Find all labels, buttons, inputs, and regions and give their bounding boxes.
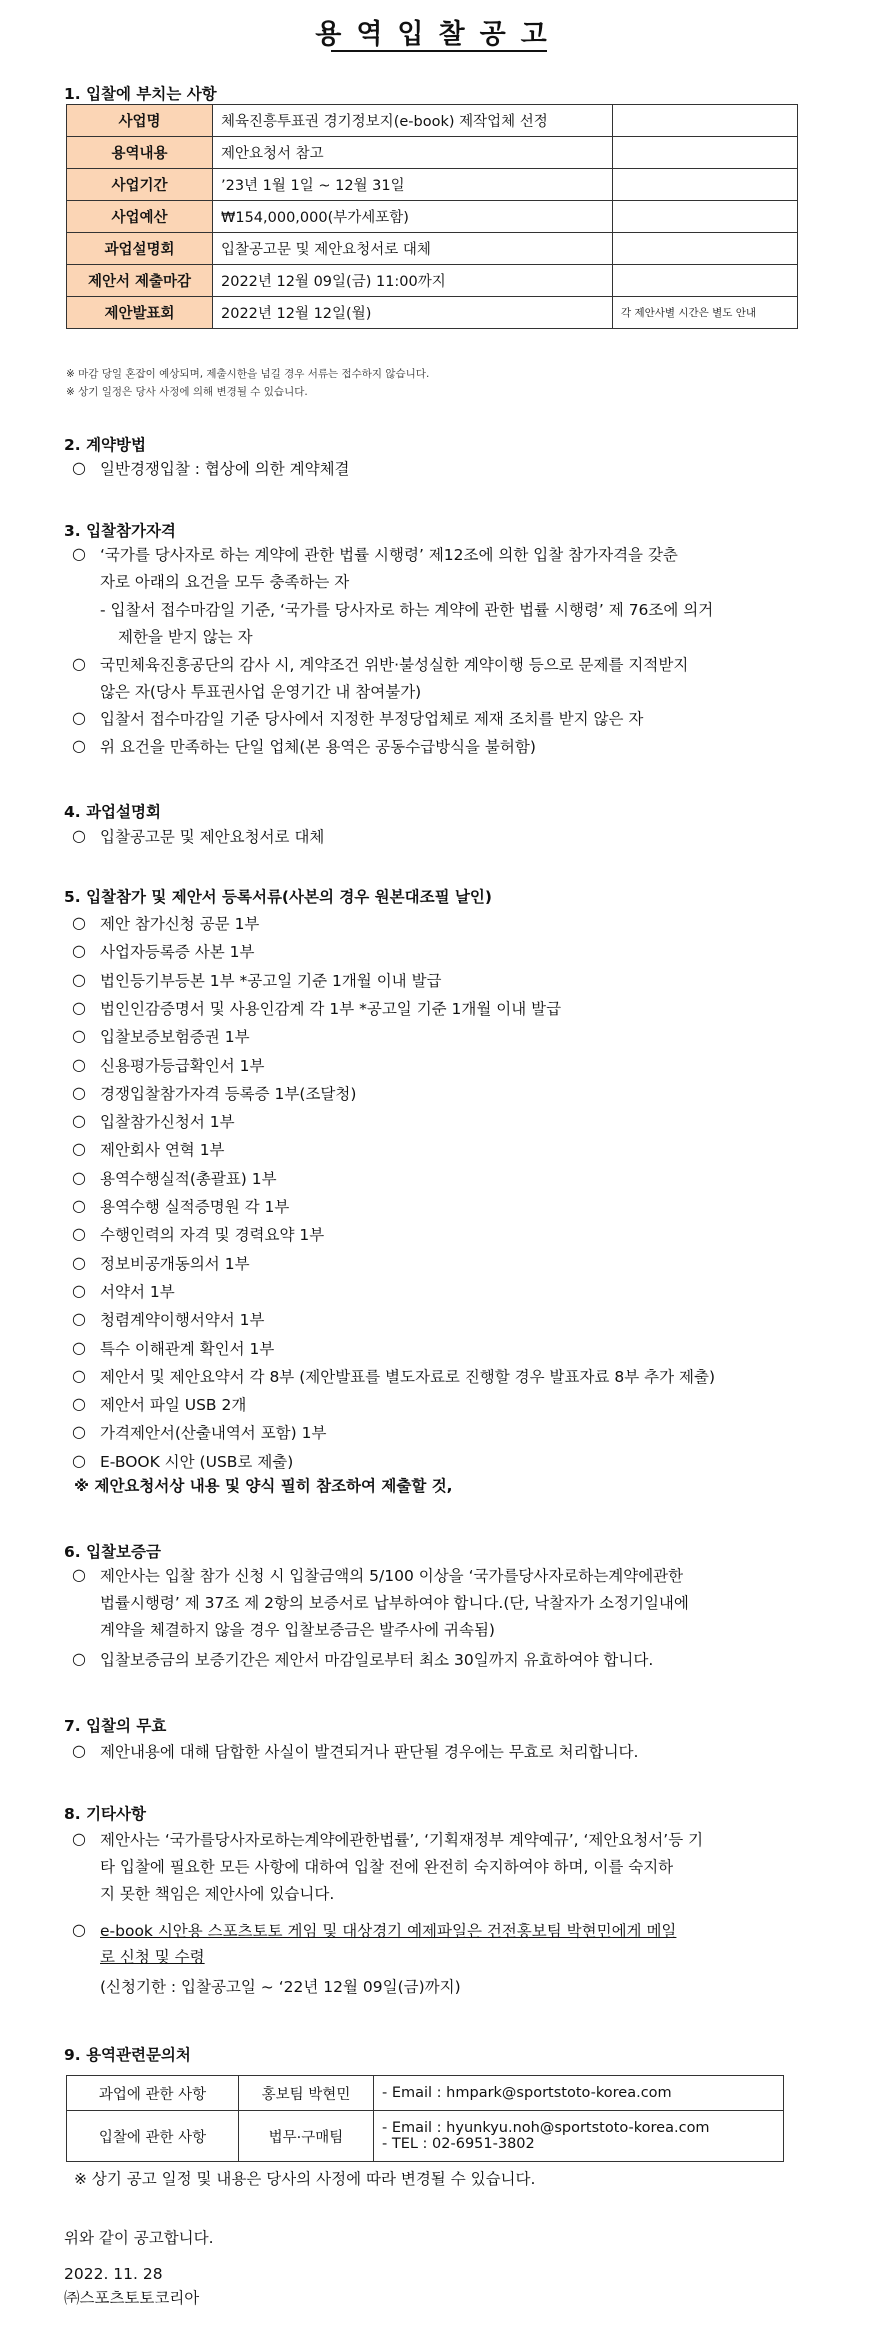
list-item: 입찰보증금의 보증기간은 제안서 마감일로부터 최소 30일까지 유효하여야 합니다. [100,1651,654,1669]
list-item-cont: 계약을 체결하지 않을 경우 입찰보증금은 발주사에 귀속됨) [100,1621,495,1639]
list-subitem-cont: 제한을 받지 않는 자 [118,628,253,646]
list-item-cont: 않은 자(당사 투표권사업 운영기간 내 참여불가) [100,683,422,701]
contact-info [374,2111,784,2162]
table-row [67,2076,784,2111]
circle-bullet-icon: ○ [72,1167,86,1187]
document-item: 법인인감증명서 및 사용인감계 각 1부 *공고일 기준 1개월 이내 발급 [100,999,562,1018]
document-item: 사업자등록증 사본 1부 [100,943,255,962]
circle-bullet-icon: ○ [72,458,86,477]
list-item-cont: (신청기한 : 입찰공고일 ~ ‘22년 12월 09일(금)까지) [100,1978,461,1996]
contact-tel: - TEL : 02-6951-3802 [382,2136,535,2152]
list-item-cont: 자로 아래의 요건을 모두 충족하는 자 [100,573,350,591]
row-remark [613,233,798,265]
circle-bullet-icon: ○ [72,1280,86,1300]
section-5-heading: 5. 입찰참가 및 제안서 등록서류(사본의 경우 원본대조필 날인) [64,888,492,906]
page-title: 용역입찰공고 [315,19,562,50]
circle-bullet-icon: ○ [72,826,86,845]
row-remark: 각 제안사별 시간은 별도 안내 [613,297,798,329]
row-key: 용역내용 [67,137,213,169]
table-row [67,105,798,137]
table-row [67,201,798,233]
notice-date: 2022. 11. 28 [64,2265,163,2283]
row-key: 사업기간 [67,169,213,201]
list-item: 국민체육진흥공단의 감사 시, 계약조건 위반·불성실한 계약이행 등으로 문제를 지적받지 [100,656,689,674]
section-9-note: ※ 상기 공고 일정 및 내용은 당사의 사정에 따라 변경될 수 있습니다. [74,2170,536,2188]
section-7-heading: 7. 입찰의 무효 [64,1717,167,1735]
circle-bullet-icon: ○ [72,969,86,989]
document-item: 법인등기부등본 1부 *공고일 기준 1개월 이내 발급 [100,971,442,990]
section-9-heading: 9. 용역관련문의처 [64,2046,191,2064]
contact-email: - Email : hyunkyu.noh@sportstoto-korea.com [382,2120,710,2136]
document-item: 특수 이해관계 확인서 1부 [100,1339,275,1358]
circle-bullet-icon: ○ [72,1139,86,1159]
document-item: 수행인력의 자격 및 경력요약 1부 [100,1226,325,1245]
row-remark [613,201,798,233]
contact-topic: 입찰에 관한 사항 [67,2111,239,2162]
row-value: ₩154,000,000(부가세포함) [213,201,613,233]
row-value: 입찰공고문 및 제안요청서로 대체 [213,233,613,265]
circle-bullet-icon: ○ [72,997,86,1017]
list-item: 제안내용에 대해 담합한 사실이 발견되거나 판단될 경우에는 무효로 처리합니다. [100,1743,639,1761]
document-item: 정보비공개동의서 1부 [100,1254,250,1273]
circle-bullet-icon: ○ [72,1111,86,1131]
document-item: 입찰참가신청서 1부 [100,1113,235,1132]
document-item: 제안 참가신청 공문 1부 [100,915,260,933]
table-row [67,137,798,169]
list-item: 위 요건을 만족하는 단일 업체(본 용역은 공동수급방식을 불허함) [100,738,536,756]
contact-topic: 과업에 관한 사항 [67,2076,239,2111]
list-item-cont: 타 입찰에 필요한 모든 사항에 대하여 입찰 전에 완전히 숙지하여야 하며, 이를 숙지하 [100,1858,674,1876]
circle-bullet-icon: ○ [72,1450,86,1470]
section-6-heading: 6. 입찰보증금 [64,1543,161,1561]
list-subitem: - 입찰서 접수마감일 기준, ‘국가를 당사자로 하는 계약에 관한 법률 시행령’ 제 76조에 의거 [100,601,714,619]
table-row [67,297,798,329]
circle-bullet-icon: ○ [72,1829,86,1848]
circle-bullet-icon: ○ [72,1741,86,1760]
company-name: ㈜스포츠토토코리아 [64,2289,200,2307]
circle-bullet-icon: ○ [72,1252,86,1272]
list-item: 일반경쟁입찰 : 협상에 의한 계약체결 [100,460,350,478]
closing-line: 위와 같이 공고합니다. [64,2229,214,2247]
row-key: 과업설명회 [67,233,213,265]
table-row [67,265,798,297]
row-key: 제안서 제출마감 [67,265,213,297]
circle-bullet-icon: ○ [72,736,86,755]
section-5-note: ※ 제안요청서상 내용 및 양식 필히 참조하여 제출할 것, [74,1477,453,1495]
document-item: 제안회사 연혁 1부 [100,1141,225,1160]
list-item: 입찰공고문 및 제안요청서로 대체 [100,828,325,846]
list-item: ‘국가를 당사자로 하는 계약에 관한 법률 시행령’ 제12조에 의한 입찰 참가자격을 갖춘 [100,546,678,564]
document-item: 입찰보증보험증권 1부 [100,1028,250,1047]
row-value: ’23년 1월 1일 ~ 12월 31일 [213,169,613,201]
title-underline [331,50,547,52]
project-info-table [66,104,798,329]
section-8-heading: 8. 기타사항 [64,1805,146,1823]
table-row [67,233,798,265]
contact-info: - Email : hmpark@sportstoto-korea.com [374,2076,784,2111]
document-item: 용역수행 실적증명원 각 1부 [100,1198,290,1216]
circle-bullet-icon: ○ [72,1337,86,1357]
table-row [67,169,798,201]
list-item: 입찰서 접수마감일 기준 당사에서 지정한 부정당업체로 제재 조치를 받지 않은 자 [100,710,644,728]
list-item-cont: 지 못한 책임은 제안사에 있습니다. [100,1885,335,1903]
note: ※ 상기 일정은 당사 사정에 의해 변경될 수 있습니다. [66,386,308,398]
circle-bullet-icon: ○ [72,1649,86,1668]
list-item-cont: 로 신청 및 수령 [100,1948,205,1966]
document-item: 제안서 파일 USB 2개 [100,1396,247,1415]
circle-bullet-icon: ○ [72,1026,86,1046]
circle-bullet-icon: ○ [72,654,86,673]
circle-bullet-icon: ○ [72,1224,86,1244]
document-item: 신용평가등급확인서 1부 [100,1056,265,1075]
row-value: 2022년 12월 12일(월) [213,297,613,329]
row-remark [613,137,798,169]
note: ※ 마감 당일 혼잡이 예상되며, 제출시한을 넘길 경우 서류는 접수하지 않습니다. [66,368,430,380]
contact-dept: 법무·구매팀 [239,2111,374,2162]
document-item: 용역수행실적(총괄표) 1부 [100,1169,277,1188]
circle-bullet-icon: ○ [72,1082,86,1102]
circle-bullet-icon: ○ [72,708,86,727]
row-remark [613,265,798,297]
section-1-heading: 1. 입찰에 부치는 사항 [64,85,217,103]
document-item: 가격제안서(산출내역서 포함) 1부 [100,1424,327,1443]
circle-bullet-icon: ○ [72,1054,86,1074]
document-item: E-BOOK 시안 (USB로 제출) [100,1452,294,1471]
row-key: 제안발표회 [67,297,213,329]
section-2-heading: 2. 계약방법 [64,436,146,454]
document-item: 경쟁입찰참가자격 등록증 1부(조달청) [100,1084,357,1103]
circle-bullet-icon: ○ [72,1920,86,1939]
section-4-heading: 4. 과업설명회 [64,803,161,821]
row-value: 제안요청서 참고 [213,137,613,169]
circle-bullet-icon: ○ [72,913,86,932]
circle-bullet-icon: ○ [72,1422,86,1442]
circle-bullet-icon: ○ [72,544,86,563]
row-remark [613,105,798,137]
list-item: 제안사는 입찰 참가 신청 시 입찰금액의 5/100 이상을 ‘국가를당사자로하는계약에관한 [100,1567,684,1585]
contact-dept: 홍보팀 박현민 [239,2076,374,2111]
document-item: 제안서 및 제안요약서 각 8부 (제안발표를 별도자료로 진행할 경우 발표자료 8부 추가 제출) [100,1367,715,1386]
circle-bullet-icon: ○ [72,1565,86,1584]
document-item: 청렴계약이행서약서 1부 [100,1311,265,1330]
circle-bullet-icon: ○ [72,1365,86,1385]
circle-bullet-icon: ○ [72,1196,86,1215]
row-value: 체육진흥투표권 경기정보지(e-book) 제작업체 선정 [213,105,613,137]
circle-bullet-icon: ○ [72,1309,86,1329]
list-item: e-book 시안용 스포츠토토 게임 및 대상경기 예제파일은 건전홍보팀 박현민에게 메일 [100,1922,677,1940]
list-item-cont: 법률시행령’ 제 37조 제 2항의 보증서로 납부하여야 합니다.(단, 낙찰자가 소정기일내에 [100,1594,689,1612]
circle-bullet-icon: ○ [72,1394,86,1414]
contact-table [66,2075,784,2162]
document-item: 서약서 1부 [100,1282,175,1301]
section-3-heading: 3. 입찰참가자격 [64,522,176,540]
circle-bullet-icon: ○ [72,941,86,961]
row-key: 사업예산 [67,201,213,233]
row-remark [613,169,798,201]
row-value: 2022년 12월 09일(금) 11:00까지 [213,265,613,297]
table-row [67,2111,784,2162]
row-key: 사업명 [67,105,213,137]
list-item: 제안사는 ‘국가를당사자로하는계약에관한법률’, ‘기획재정부 계약예규’, ‘제안요청서’등 기 [100,1831,704,1849]
